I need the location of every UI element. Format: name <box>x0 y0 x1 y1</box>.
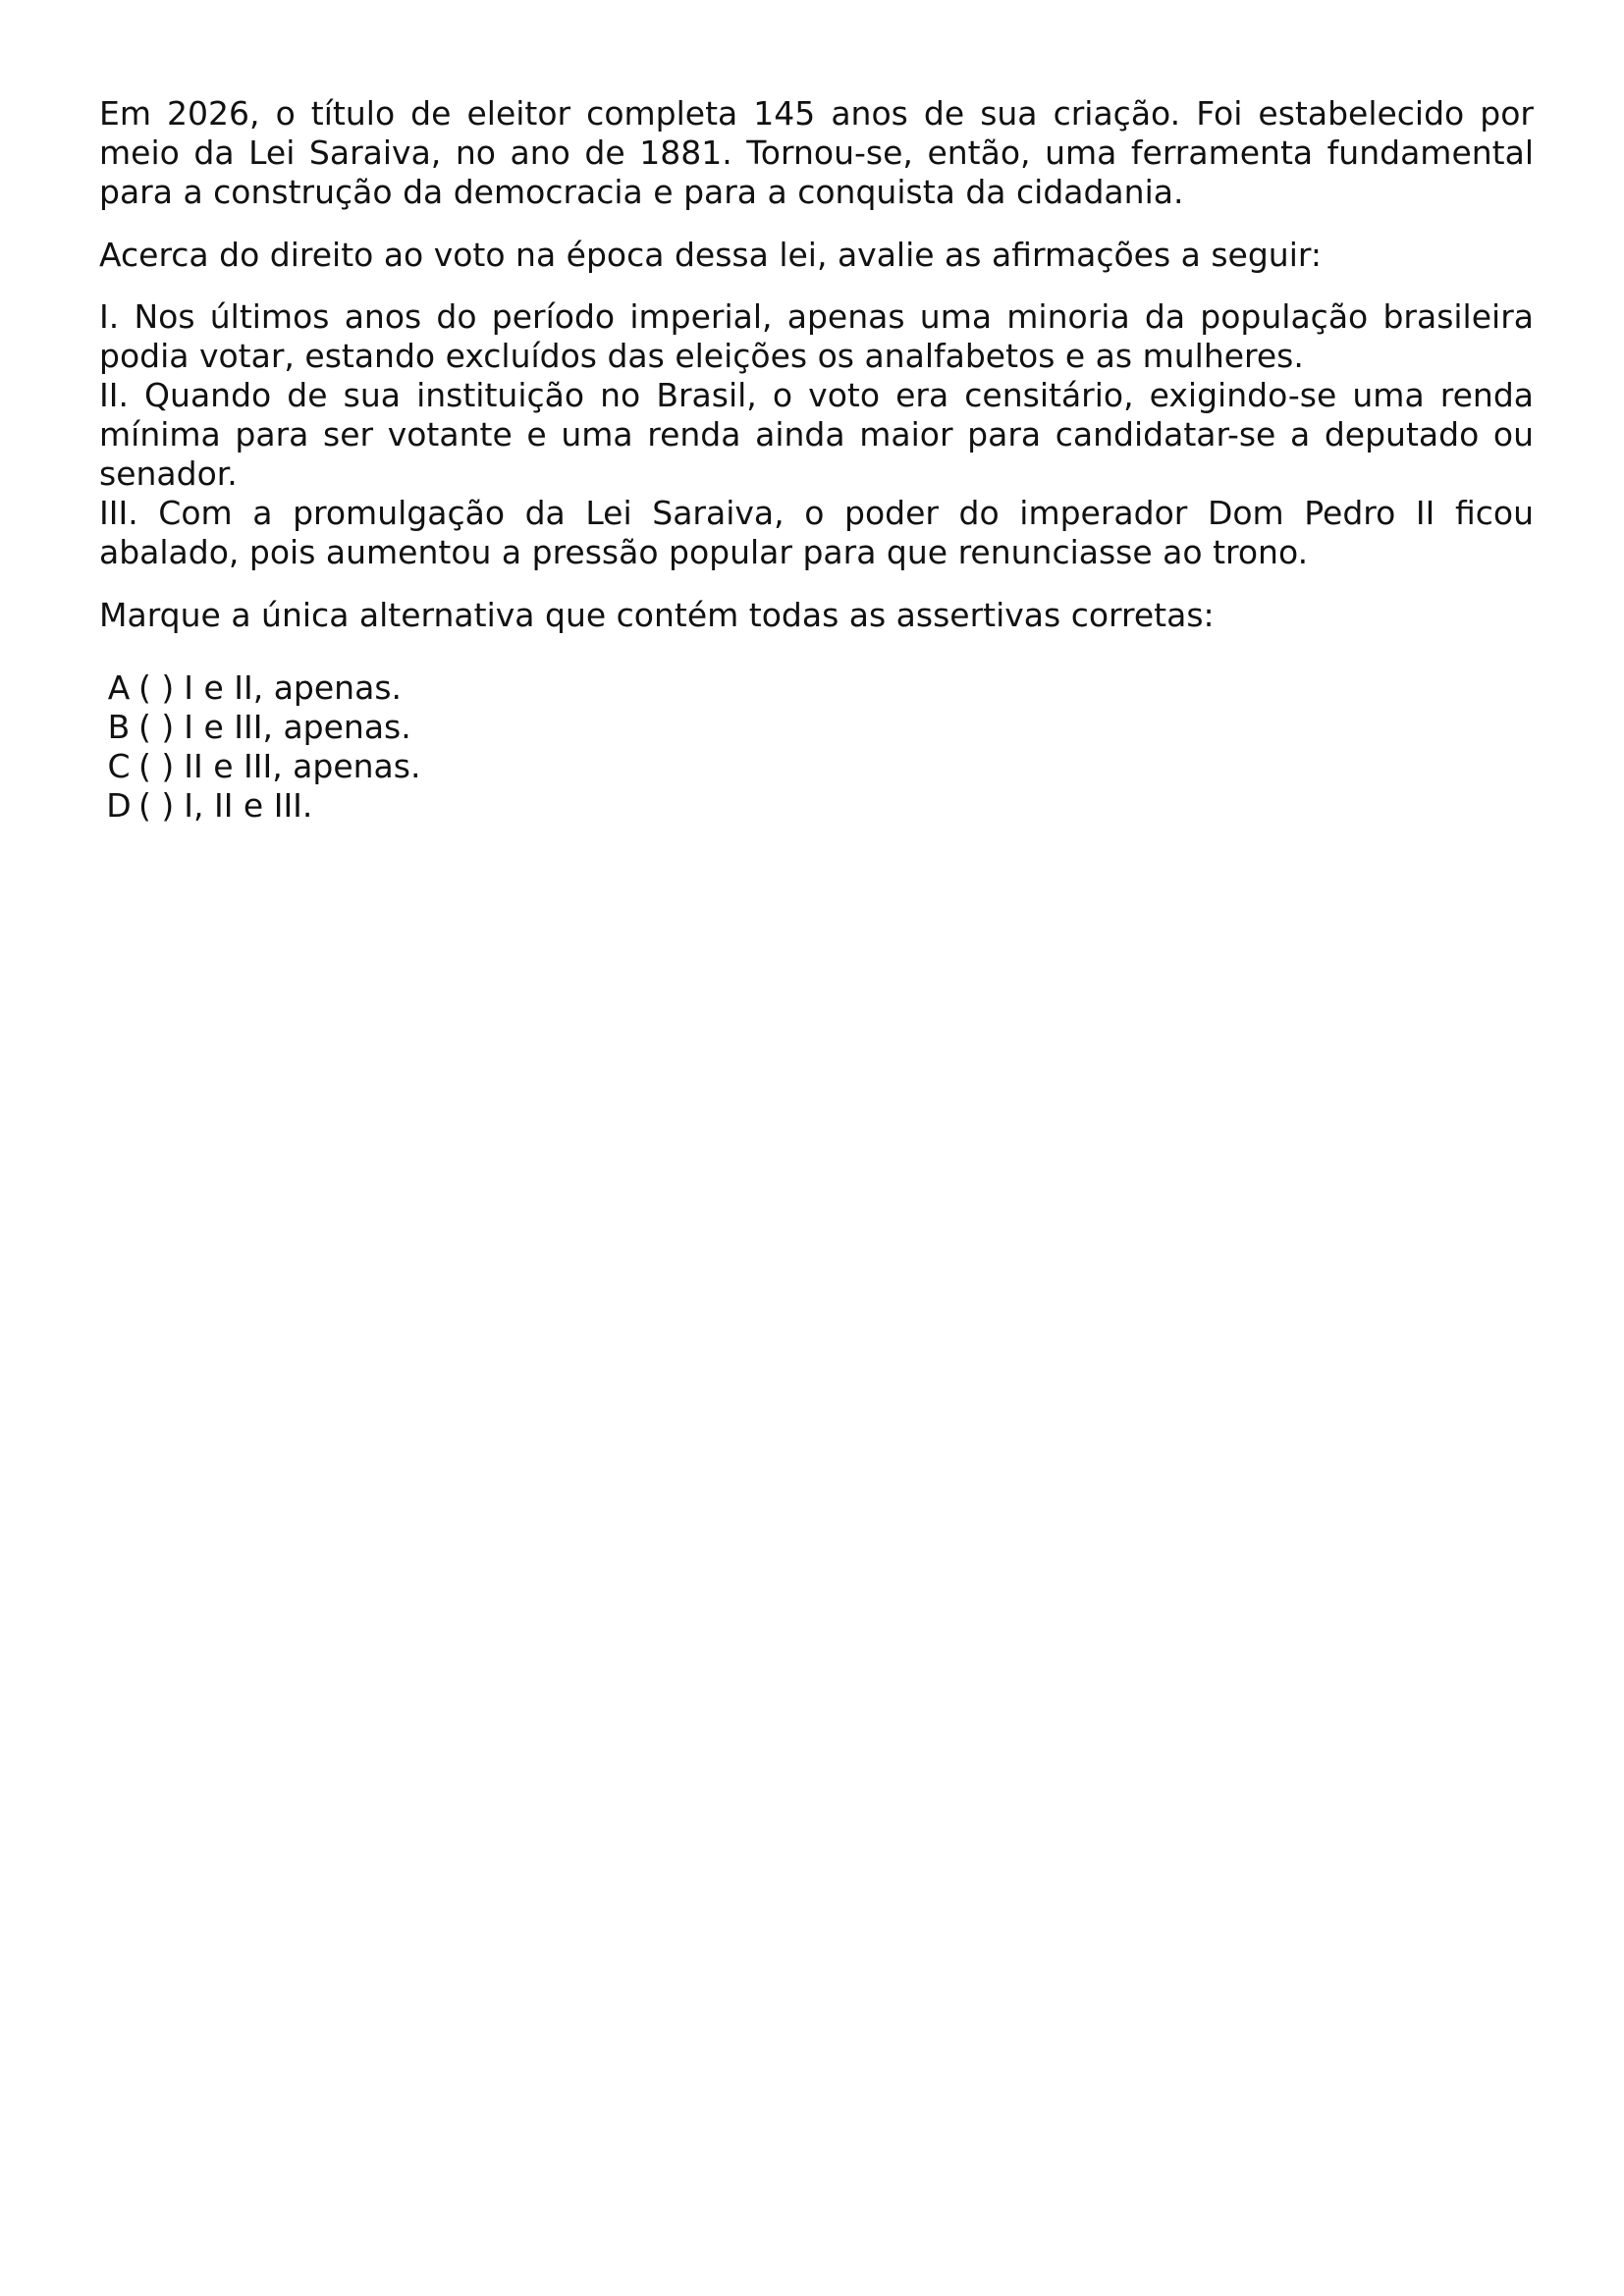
option-letter: D <box>106 786 132 825</box>
answer-options <box>99 668 1534 826</box>
statement-3: III. Com a promulgação da Lei Saraiva, o poder do imperador Dom Pedro II ficou abalado, pois aumentou a pressão popular para que renunciasse ao trono. <box>99 494 1534 571</box>
statement-1: I. Nos últimos anos do período imperial, apenas uma minoria da população brasileira podia votar, estando excluídos das eleições os analfabetos e as mulheres. <box>99 297 1534 375</box>
option-text: I e II, apenas. <box>184 668 403 707</box>
option-b[interactable] <box>99 708 1534 747</box>
option-letter: A <box>107 668 131 707</box>
option-d[interactable] <box>99 786 1534 826</box>
instruction-paragraph: Marque a única alternativa que contém todas as assertivas corretas: <box>99 596 1215 634</box>
statements-list <box>99 297 1534 572</box>
question-block <box>99 94 1534 826</box>
option-checkbox[interactable]: ( ) <box>138 747 175 785</box>
option-a[interactable] <box>99 668 1534 708</box>
option-text: I e III, apenas. <box>184 708 411 746</box>
option-c[interactable] <box>99 747 1534 786</box>
option-checkbox[interactable]: ( ) <box>138 668 175 707</box>
intro-paragraph: Em 2026, o título de eleitor completa 145 anos de sua criação. Foi estabelecido por meio da Lei Saraiva, no ano de 1881. Tornou-se, então, uma ferramenta fundamental para a construção da democracia e para a conquista da cidadania. <box>99 94 1534 211</box>
option-text: I, II e III. <box>184 786 313 825</box>
option-letter: B <box>107 708 131 746</box>
option-checkbox[interactable]: ( ) <box>138 786 175 825</box>
option-letter: C <box>107 747 131 785</box>
option-text: II e III, apenas. <box>184 747 421 785</box>
lead-paragraph: Acerca do direito ao voto na época dessa lei, avalie as afirmações a seguir: <box>99 236 1322 274</box>
statement-2: II. Quando de sua instituição no Brasil, o voto era censitário, exigindo-se uma renda mínima para ser votante e uma renda ainda maior para candidatar-se a deputado ou senador. <box>99 376 1534 493</box>
option-checkbox[interactable]: ( ) <box>138 708 175 746</box>
